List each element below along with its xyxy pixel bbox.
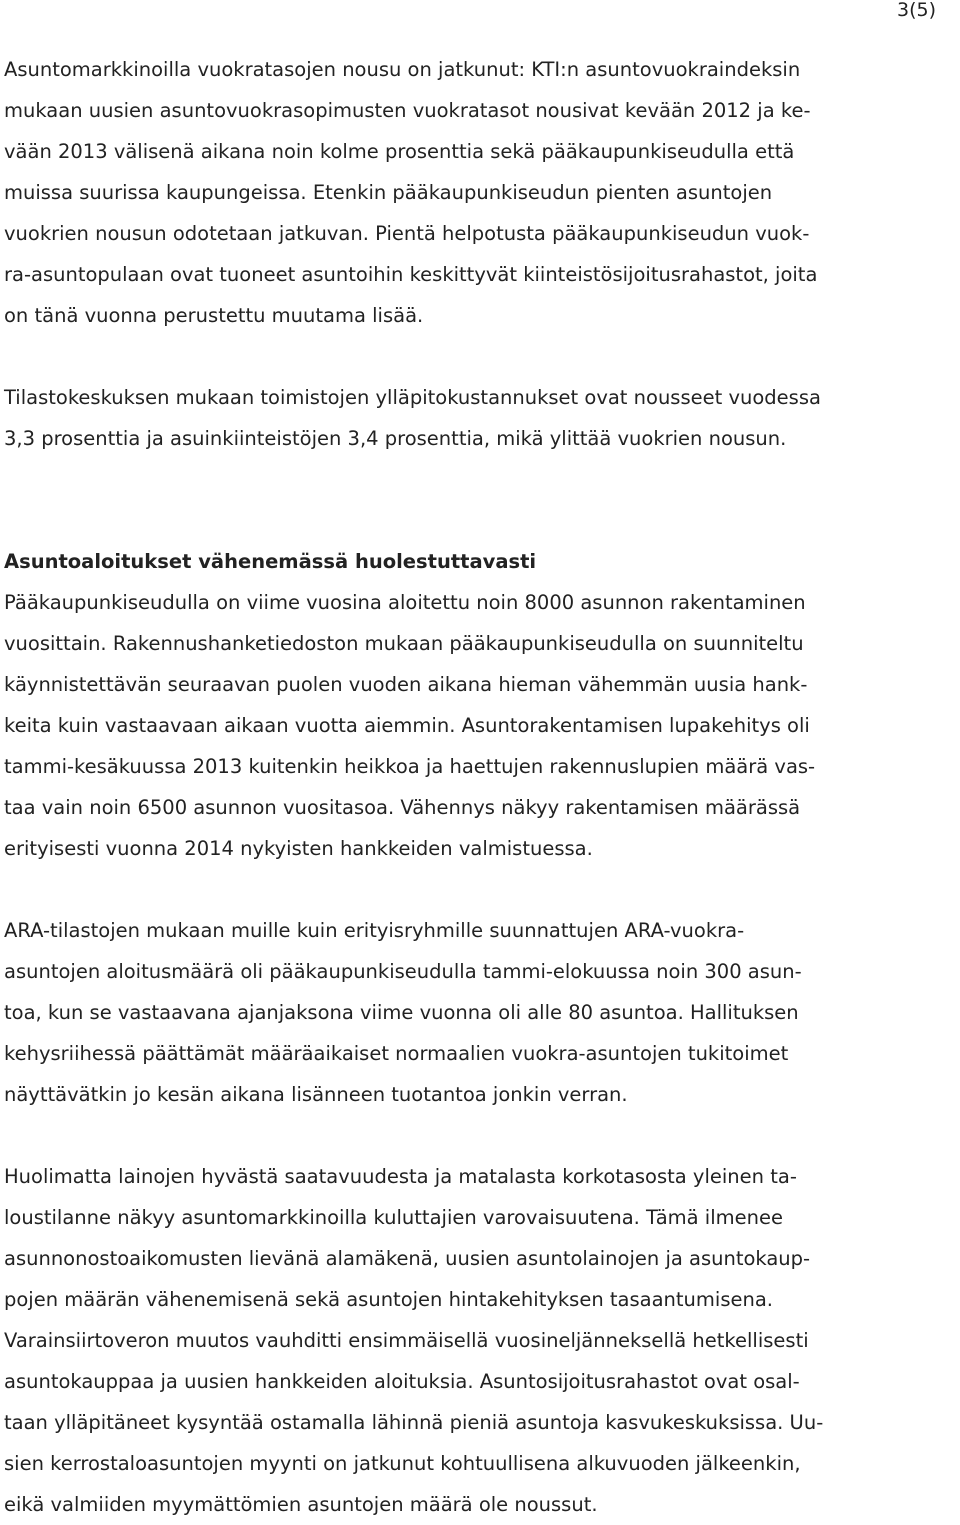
paragraph-spacer — [4, 459, 956, 500]
text-line: kehysriihessä päättämät määräaikaiset normaalien vuokra-asuntojen tukitoimet — [4, 1042, 789, 1065]
text-line: eikä valmiiden myymättömien asuntojen määrä ole noussut. — [4, 1493, 598, 1516]
text-line: Huolimatta lainojen hyvästä saatavuudesta ja matalasta korkotasosta yleinen ta- — [4, 1165, 797, 1188]
paragraph-spacer — [4, 1115, 956, 1156]
text-line: asuntokauppaa ja uusien hankkeiden aloituksia. Asuntosijoitusrahastot ovat osal- — [4, 1370, 800, 1393]
text-line: mukaan uusien asuntovuokrasopimusten vuokratasot nousivat kevään 2012 ja ke- — [4, 99, 811, 122]
text-line: pojen määrän vähenemisenä sekä asuntojen hintakehityksen tasaantumisena. — [4, 1288, 773, 1311]
section-heading: Asuntoaloitukset vähenemässä huolestuttavasti — [4, 550, 537, 573]
paragraph-rental-levels — [4, 49, 956, 336]
text-line: vuosittain. Rakennushanketiedoston mukaan pääkaupunkiseudulla on suunniteltu — [4, 632, 804, 655]
text-line: Asuntomarkkinoilla vuokratasojen nousu on jatkunut: KTI:n asuntovuokraindeksin — [4, 58, 801, 81]
text-line: taan ylläpitäneet kysyntää ostamalla lähinnä pieniä asuntoja kasvukeskuksissa. Uu- — [4, 1411, 824, 1434]
page-number: 3(5) — [896, 0, 936, 21]
text-line: ARA-tilastojen mukaan muille kuin erityisryhmille suunnattujen ARA-vuokra- — [4, 919, 745, 942]
text-line: käynnistettävän seuraavan puolen vuoden aikana hieman vähemmän uusia hank- — [4, 673, 808, 696]
text-line: vään 2013 välisenä aikana noin kolme prosenttia sekä pääkaupunkiseudulla että — [4, 140, 795, 163]
text-line: ra-asuntopulaan ovat tuoneet asuntoihin keskittyvät kiinteistösijoitusrahastot, joita — [4, 263, 818, 286]
text-line: sien kerrostaloasuntojen myynti on jatkunut kohtuullisena alkuvuoden jälkeenkin, — [4, 1452, 801, 1475]
text-line: taa vain noin 6500 asunnon vuositasoa. Vähennys näkyy rakentamisen määrässä — [4, 796, 801, 819]
text-line: Tilastokeskuksen mukaan toimistojen ylläpitokustannukset ovat nousseet vuodessa — [4, 386, 821, 409]
paragraph-spacer — [4, 869, 956, 910]
text-line: Pääkaupunkiseudulla on viime vuosina aloitettu noin 8000 asunnon rakentaminen — [4, 591, 806, 614]
paragraph-spacer — [4, 336, 956, 377]
document-body — [4, 49, 956, 1525]
text-line: vuokrien nousun odotetaan jatkuvan. Pientä helpotusta pääkaupunkiseudun vuok- — [4, 222, 810, 245]
paragraph-ara-statistics — [4, 910, 956, 1115]
paragraph-housing-starts — [4, 582, 956, 869]
text-line: asuntojen aloitusmäärä oli pääkaupunkiseudulla tammi-elokuussa noin 300 asun- — [4, 960, 802, 983]
text-line: on tänä vuonna perustettu muutama lisää. — [4, 304, 424, 327]
text-line: muissa suurissa kaupungeissa. Etenkin pääkaupunkiseudun pienten asuntojen — [4, 181, 773, 204]
paragraph-spacer — [4, 500, 956, 541]
text-line: tammi-kesäkuussa 2013 kuitenkin heikkoa ja haettujen rakennuslupien määrä vas- — [4, 755, 816, 778]
text-line: Varainsiirtoveron muutos vauhditti ensimmäisellä vuosineljänneksellä hetkellisesti — [4, 1329, 809, 1352]
paragraph-maintenance-costs — [4, 377, 956, 459]
text-line: erityisesti vuonna 2014 nykyisten hankkeiden valmistuessa. — [4, 837, 593, 860]
text-line: näyttävätkin jo kesän aikana lisänneen tuotantoa jonkin verran. — [4, 1083, 628, 1106]
text-line: loustilanne näkyy asuntomarkkinoilla kuluttajien varovaisuutena. Tämä ilmenee — [4, 1206, 783, 1229]
text-line: toa, kun se vastaavana ajanjaksona viime vuonna oli alle 80 asuntoa. Hallituksen — [4, 1001, 799, 1024]
text-line: keita kuin vastaavaan aikaan vuotta aiemmin. Asuntorakentamisen lupakehitys oli — [4, 714, 810, 737]
text-line: asunnonostoaikomusten lievänä alamäkenä, uusien asuntolainojen ja asuntokaup- — [4, 1247, 811, 1270]
paragraph-economic-situation — [4, 1156, 956, 1525]
text-line: 3,3 prosenttia ja asuinkiinteistöjen 3,4 prosenttia, mikä ylittää vuokrien nousun. — [4, 427, 787, 450]
